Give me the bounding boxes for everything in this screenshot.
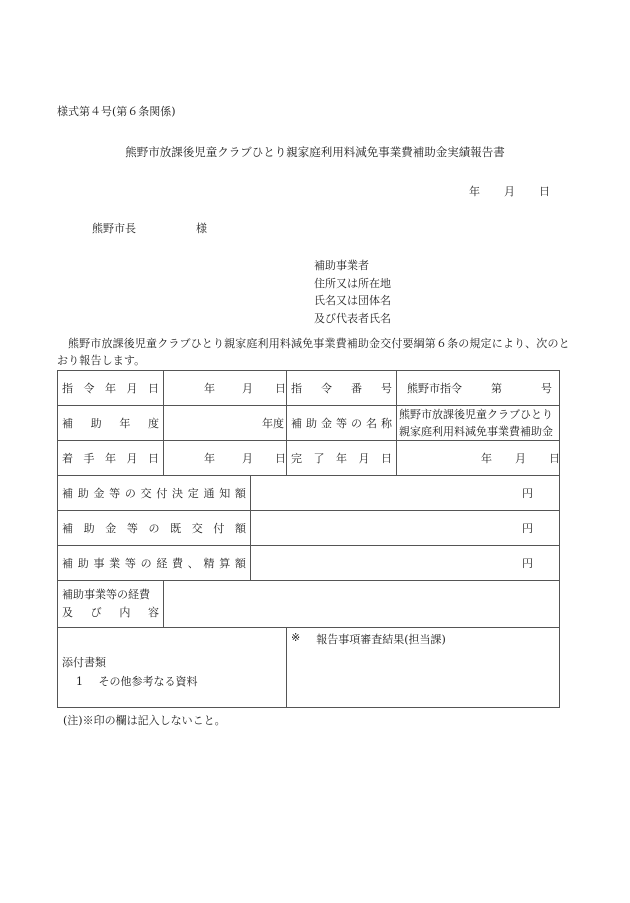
review-result-cell xyxy=(287,628,560,708)
month-unit: 月 xyxy=(242,452,253,465)
date-year: 年 xyxy=(469,185,480,198)
expenses-label xyxy=(58,581,163,627)
subsidy-name-line2: 親家庭利用料減免事業費補助金 xyxy=(399,425,553,438)
day-unit: 日 xyxy=(549,452,560,465)
applicant-block xyxy=(314,257,391,327)
subsidy-name-line1: 熊野市放課後児童クラブひとり xyxy=(399,408,553,421)
directive-date-field[interactable] xyxy=(164,371,286,405)
review-mark: ※ xyxy=(291,631,301,644)
yen-unit: 円 xyxy=(522,557,533,570)
expenses-label-line2: 及 び 内 容 xyxy=(62,606,159,619)
yen-unit: 円 xyxy=(522,487,533,500)
settlement-amount-label: 補 助 事 業 等 の 経 費 、 精 算 額 xyxy=(62,557,246,570)
day-unit: 日 xyxy=(275,382,286,395)
already-granted-amount-field[interactable] xyxy=(251,511,560,545)
date-day: 日 xyxy=(539,185,550,198)
attachments-cell xyxy=(58,628,286,708)
directive-prefix: 熊野市指令 xyxy=(407,382,462,395)
attachment-item-number: 1 xyxy=(76,675,83,688)
grant-decision-amount-label: 補 助 金 等 の 交 付 決 定 通 知 額 xyxy=(62,487,246,500)
directive-date-label: 指 令 年 月 日 xyxy=(62,382,159,395)
footnote: (注)※印の欄は記入しないこと。 xyxy=(63,714,226,727)
review-label: 報告事項審査結果(担当課) xyxy=(316,633,446,646)
subsidy-name-label: 補 助 金 等 の 名 称 xyxy=(291,417,392,430)
addressee-name: 熊野市長 xyxy=(92,222,136,235)
expenses-label-line1: 補助事業等の経費 xyxy=(62,588,150,601)
month-unit: 月 xyxy=(515,452,526,465)
document-title: 熊野市放課後児童クラブひとり親家庭利用料減免事業費補助金実績報告書 xyxy=(125,145,505,159)
attachment-item xyxy=(62,672,198,691)
year-unit: 年 xyxy=(204,382,215,395)
fiscal-year-suffix: 年度 xyxy=(262,417,284,430)
applicant-address-label: 住所又は所在地 xyxy=(314,276,391,290)
subsidy-name-value xyxy=(397,406,560,440)
honorific: 様 xyxy=(196,222,207,235)
attachments-heading: 添付書類 xyxy=(62,656,106,669)
fiscal-year-label: 補 助 年 度 xyxy=(62,417,159,430)
form-number: 様式第４号(第６条関係) xyxy=(57,105,176,118)
month-unit: 月 xyxy=(242,382,253,395)
year-unit: 年 xyxy=(204,452,215,465)
completion-date-field[interactable] xyxy=(397,441,560,475)
directive-number-field[interactable] xyxy=(397,371,560,405)
directive-dai: 第 xyxy=(491,382,502,395)
year-unit: 年 xyxy=(481,452,492,465)
start-date-label: 着 手 年 月 日 xyxy=(62,452,159,465)
addressee xyxy=(92,220,207,236)
report-table xyxy=(57,370,560,708)
day-unit: 日 xyxy=(275,452,286,465)
applicant-heading: 補助事業者 xyxy=(314,259,369,272)
settlement-amount-field[interactable] xyxy=(251,546,560,580)
start-date-field[interactable] xyxy=(164,441,286,475)
attachment-item-text: その他参考なる資料 xyxy=(98,675,198,688)
directive-go: 号 xyxy=(541,382,552,395)
grant-decision-amount-field[interactable] xyxy=(251,476,560,510)
yen-unit: 円 xyxy=(522,522,533,535)
directive-number-label: 指 令 番 号 xyxy=(291,382,392,395)
date-month: 月 xyxy=(504,185,515,198)
intro-paragraph: 熊野市放課後児童クラブひとり親家庭利用料減免事業費補助金交付要綱第６条の規定により、次のとおり報告します。 xyxy=(57,337,570,367)
applicant-representative-label: 及び代表者氏名 xyxy=(314,311,391,325)
expenses-field[interactable] xyxy=(164,581,560,627)
already-granted-amount-label: 補 助 金 等 の 既 交 付 額 xyxy=(62,522,246,535)
completion-date-label: 完 了 年 月 日 xyxy=(291,452,392,465)
applicant-name-label: 氏名又は団体名 xyxy=(314,294,391,307)
fiscal-year-field[interactable] xyxy=(164,406,286,440)
